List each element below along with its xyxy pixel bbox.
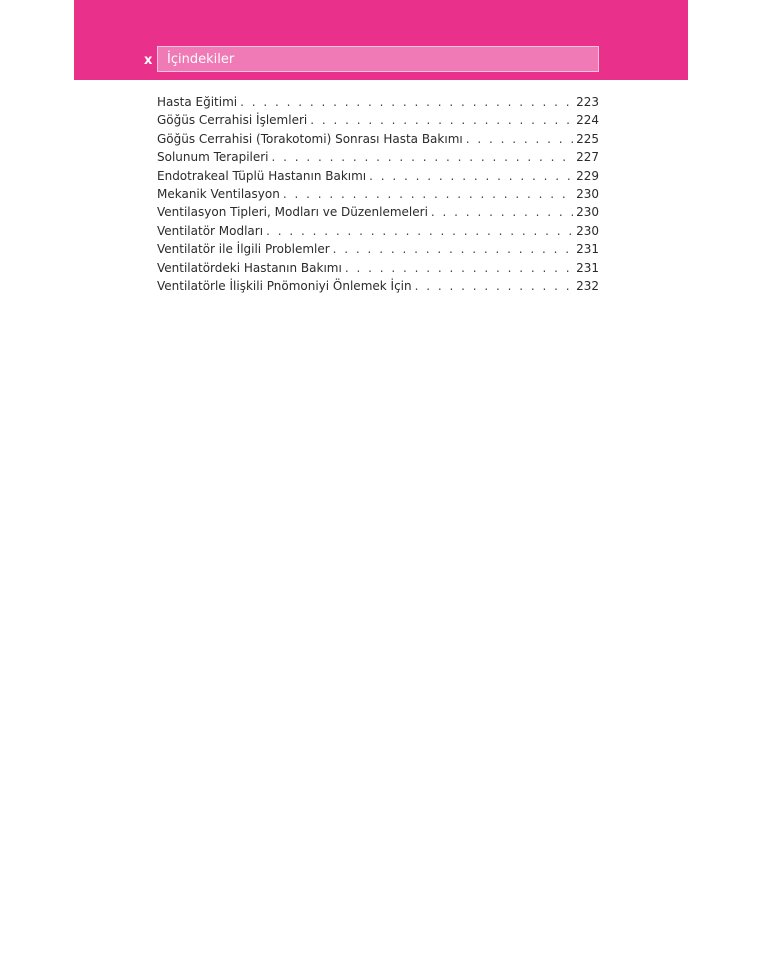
- toc-entry-page: 224: [576, 113, 599, 128]
- toc-entry-title: Hasta Eğitimi: [157, 95, 238, 109]
- table-of-contents: [157, 93, 599, 295]
- toc-dot-leader: [272, 148, 574, 166]
- toc-dot-leader: [431, 203, 573, 221]
- toc-dot-leader: [266, 222, 573, 240]
- toc-dot-leader: [283, 185, 573, 203]
- toc-dot-leader: [369, 167, 573, 185]
- toc-entry-3[interactable]: [157, 148, 599, 166]
- toc-entry-title: Ventilatör ile İlgili Problemler: [157, 242, 330, 257]
- toc-entry-page: 225: [576, 131, 599, 146]
- toc-dot-leader: [333, 240, 573, 258]
- toc-entry-page: 230: [576, 205, 599, 220]
- toc-entry-title: Göğüs Cerrahisi (Torakotomi) Sonrası Hasta Bakımı: [157, 131, 463, 146]
- section-title: İçindekiler: [167, 52, 235, 67]
- toc-entry-page: 232: [576, 278, 599, 293]
- toc-entry-title: Ventilasyon Tipleri, Modları ve Düzenlemeleri: [157, 205, 428, 220]
- toc-dot-leader: [345, 259, 573, 277]
- toc-entry-6[interactable]: [157, 203, 599, 221]
- toc-entry-page: 231: [576, 260, 599, 275]
- toc-entry-2[interactable]: [157, 130, 599, 148]
- section-title-box: [157, 46, 599, 72]
- toc-entry-title: Ventilatördeki Hastanın Bakımı: [157, 260, 342, 275]
- page-number: x: [144, 53, 153, 68]
- toc-entry-8[interactable]: [157, 240, 599, 258]
- toc-entry-page: 230: [576, 223, 599, 238]
- toc-entry-9[interactable]: [157, 259, 599, 277]
- toc-entry-title: Endotrakeal Tüplü Hastanın Bakımı: [157, 168, 367, 183]
- toc-entry-4[interactable]: [157, 167, 599, 185]
- toc-dot-leader: [466, 130, 573, 148]
- toc-entry-page: 231: [576, 242, 599, 257]
- toc-entry-page: 229: [576, 168, 599, 183]
- toc-dot-leader: [240, 93, 573, 111]
- toc-entry-page: 223: [576, 95, 599, 109]
- toc-entry-0[interactable]: [157, 93, 599, 111]
- toc-dot-leader: [310, 111, 573, 129]
- toc-entry-title: Ventilatör Modları: [157, 223, 264, 238]
- toc-entry-title: Mekanik Ventilasyon: [157, 186, 280, 201]
- toc-entry-10[interactable]: [157, 277, 599, 295]
- toc-entry-1[interactable]: [157, 111, 599, 129]
- toc-entry-7[interactable]: [157, 222, 599, 240]
- toc-entry-title: Solunum Terapileri: [157, 150, 269, 165]
- toc-dot-leader: [415, 277, 573, 295]
- toc-entry-page: 230: [576, 186, 599, 201]
- toc-entry-page: 227: [576, 150, 599, 165]
- toc-entry-5[interactable]: [157, 185, 599, 203]
- toc-entry-title: Ventilatörle İlişkili Pnömoniyi Önlemek İçin: [157, 278, 412, 293]
- toc-entry-title: Göğüs Cerrahisi İşlemleri: [157, 113, 308, 128]
